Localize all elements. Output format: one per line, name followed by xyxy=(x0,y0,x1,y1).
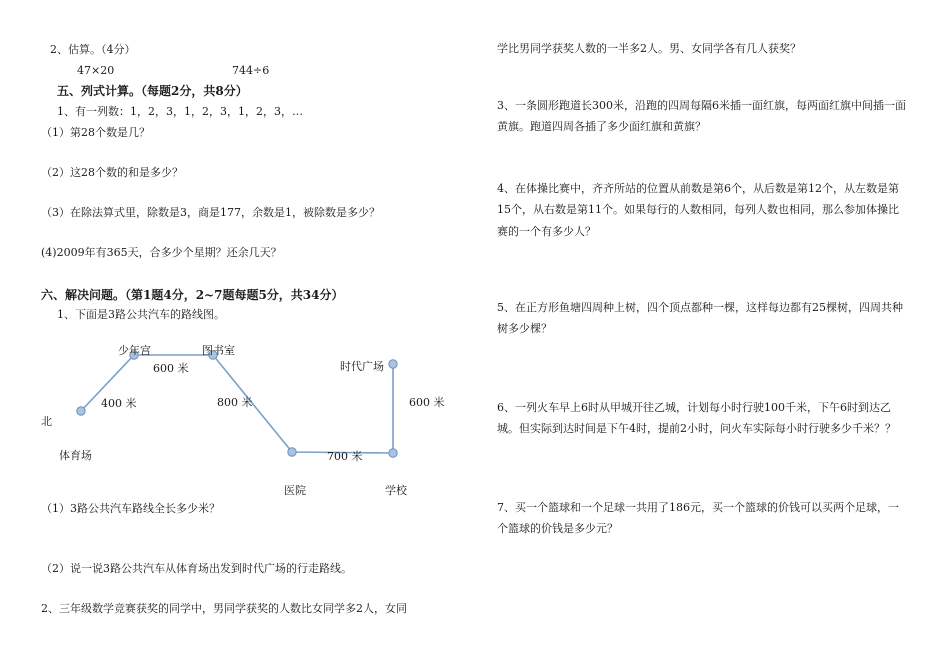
s5-question-1a: （1）第28个数是几？ xyxy=(41,126,150,139)
s6-question-1a: （1）3路公共汽车路线全长多少米？ xyxy=(41,502,220,515)
distance-label-4: 700 米 xyxy=(327,450,363,463)
s5-question-1b: （2）这28个数的和是多少？ xyxy=(41,166,183,179)
distance-label-5: 600 米 xyxy=(409,396,445,409)
s6-question-1b: （2）说一说3路公共汽车从体育场出发到时代广场的行走路线。 xyxy=(41,562,352,575)
s6-question-2-start: 2、三年级数学竞赛获奖的同学中，男同学获奖的人数比女同学多2人，女同 xyxy=(41,602,407,615)
s6-question-2-cont: 学比男同学获奖人数的一半多2人。男、女同学各有几人获奖？ xyxy=(497,42,801,55)
s6-question-6: 6、一列火车早上6时从甲城开往乙城，计划每小时行驶100千米，下午6时到达乙城。但实际到达时间是下午4时，提前2小时，问火车实际每小时行驶多少千米？？ xyxy=(497,401,896,436)
estimate-heading: 2、估算。（4分） xyxy=(50,43,136,56)
estimate-item-1: 47×20 xyxy=(77,64,115,77)
distance-label-1: 400 米 xyxy=(101,397,137,410)
section6-heading: 六、解决问题。（第1题4分，2~7题每题5分，共34分） xyxy=(41,288,344,302)
s5-question-3: （3）在除法算式里，除数是3，商是177，余数是1，被除数是多少？ xyxy=(41,206,380,219)
stop-label-school: 学校 xyxy=(385,484,407,497)
stop-marker-school xyxy=(389,449,397,457)
s6-question-1: 1、下面是3路公共汽车的路线图。 xyxy=(57,308,225,321)
s6-question-3: 3、一条圆形跑道长300米，沿跑的四周每隔6米插一面红旗，每两面红旗中间插一面黄旗。跑道四周各插了多少面红旗和黄旗？ xyxy=(497,99,906,134)
stop-label-hospital: 医院 xyxy=(284,484,306,497)
stop-marker-hospital xyxy=(288,448,296,456)
s6-question-5: 5、在正方形鱼塘四周种上树，四个顶点都种一棵，这样每边都有25棵树，四周共种树多少棵？ xyxy=(497,301,903,336)
s6-question-7: 7、买一个篮球和一个足球一共用了186元，买一个篮球的价钱可以买两个足球，一个篮球的价钱是多少元？ xyxy=(497,501,899,536)
stop-label-stadium: 体育场 xyxy=(59,449,92,462)
stop-label-youth-palace: 少年宫 xyxy=(118,344,151,357)
estimate-item-2: 744÷6 xyxy=(232,64,270,77)
north-label: 北 xyxy=(41,415,52,428)
stop-label-library: 图书室 xyxy=(202,344,235,357)
s6-question-4: 4、在体操比赛中，齐齐所站的位置从前数是第6个，从后数是第12个，从左数是第15个，从右数是第11个。如果每行的人数相同，每列人数也相同，那么参加体操比赛的一个有多少人？ xyxy=(497,182,899,238)
distance-label-2: 600 米 xyxy=(153,362,189,375)
stop-marker-stadium xyxy=(77,407,85,415)
s5-question-4: (4)2009年有365天，合多少个星期？还余几天？ xyxy=(41,246,282,259)
section5-heading: 五、列式计算。（每题2分，共8分） xyxy=(57,84,248,98)
stop-marker-times-square xyxy=(389,360,397,368)
distance-label-3: 800 米 xyxy=(217,396,253,409)
stop-label-times-square: 时代广场 xyxy=(340,360,384,373)
s5-question-1: 1、有一列数：1，2，3，1，2，3，1，2，3，… xyxy=(57,105,303,118)
